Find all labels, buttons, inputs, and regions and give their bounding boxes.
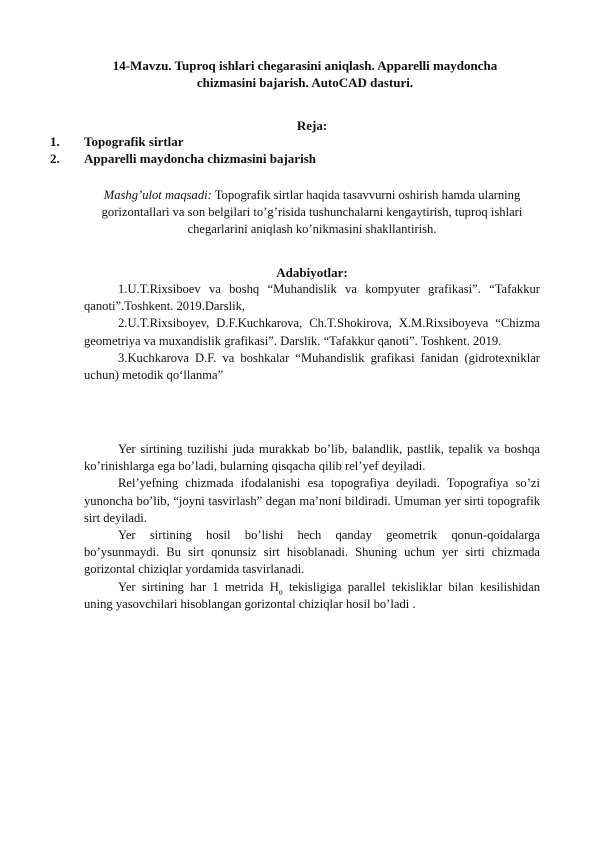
literature-item: 2.U.T.Rixsiboyev, D.F.Kuchkarova, Ch.T.Shokirova, X.M.Rixsiboyeva “Chizma geometriya va muxandislik grafikasi”. Darslik. “Tafakkur qanoti”. Toshkent. 2019. [84,316,540,348]
plan-list [50,133,316,167]
title-line-2: chizmasini bajarish. AutoCAD dasturi. [196,75,414,90]
body-paragraph-last [84,579,540,613]
document-title [70,57,540,91]
body-paragraph: Yer sirtining hosil bo’lishi hech qanday geometrik qonun-qoidalarga bo’ysunmaydi. Bu sirt qonunsiz sirt hisoblanadi. Shuning uchun yer sirti chizmada gorizontal chiziqlar yordamida tasvirlanadi. [84,528,540,577]
plan-item [50,150,316,167]
plan-item-number: 2. [50,151,60,166]
plan-item-number: 1. [50,134,60,149]
goal-text: Topografik sirtlar haqida tasavvurni oshirish hamda ularning gorizontallari va son belgilari to’g’risida tushunchalarni kengaytirish, tuproq ishlari chegarlarini aniqlash ko’nikmasini shakllantirish. [101,188,523,237]
body-text [84,441,540,613]
literature-item: 1.U.T.Rixsiboev va boshq “Muhandislik va kompyuter grafikasi”. “Tafakkur qanoti”.Toshkent. 2019.Darslik, [84,282,540,314]
last-paragraph-end: tekisligiga parallel tekisliklar bilan kesilishidan uning yasovchilari hisoblangan gorizontal chiziqlar hosil bo’ladi . [84,579,540,611]
literature-heading: Adabiyotlar: [276,265,348,280]
plan-item-text: Apparelli maydoncha chizmasini bajarish [84,151,316,166]
plan-item [50,133,316,150]
body-paragraph: Rel’yefning chizmada ifodalanishi esa topografiya deyiladi. Topografiya so’zi yunoncha bo’lib, “joyni tasvirlash” degan ma’noni bildiradi. Umuman yer sirti topografik sirt deyiladi. [84,476,540,525]
lesson-goal [84,187,540,239]
last-paragraph-start: Yer sirtining har 1 metrida H [118,579,279,594]
goal-label: Mashg’ulot maqsadi: [103,188,212,202]
body-paragraph: Yer sirtining tuzilishi juda murakkab bo’lib, balandlik, pastlik, tepalik va boshqa ko’rinishlarga ega bo’ladi, bularning qisqacha qilib rel’yef deyiladi. [84,442,540,474]
subscript-o: o [278,587,283,597]
literature-list [84,281,540,384]
plan-item-text: Topografik sirtlar [84,134,184,149]
plan-heading: Reja: [296,118,328,133]
title-line-1: 14-Mavzu. Tuproq ishlari chegarasini aniqlash. Apparelli maydoncha [112,58,498,73]
literature-item: 3.Kuchkarova D.F. va boshkalar “Muhandislik grafikasi fanidan (gidrotexniklar uchun) metodik qo‘llanma” [84,350,540,383]
